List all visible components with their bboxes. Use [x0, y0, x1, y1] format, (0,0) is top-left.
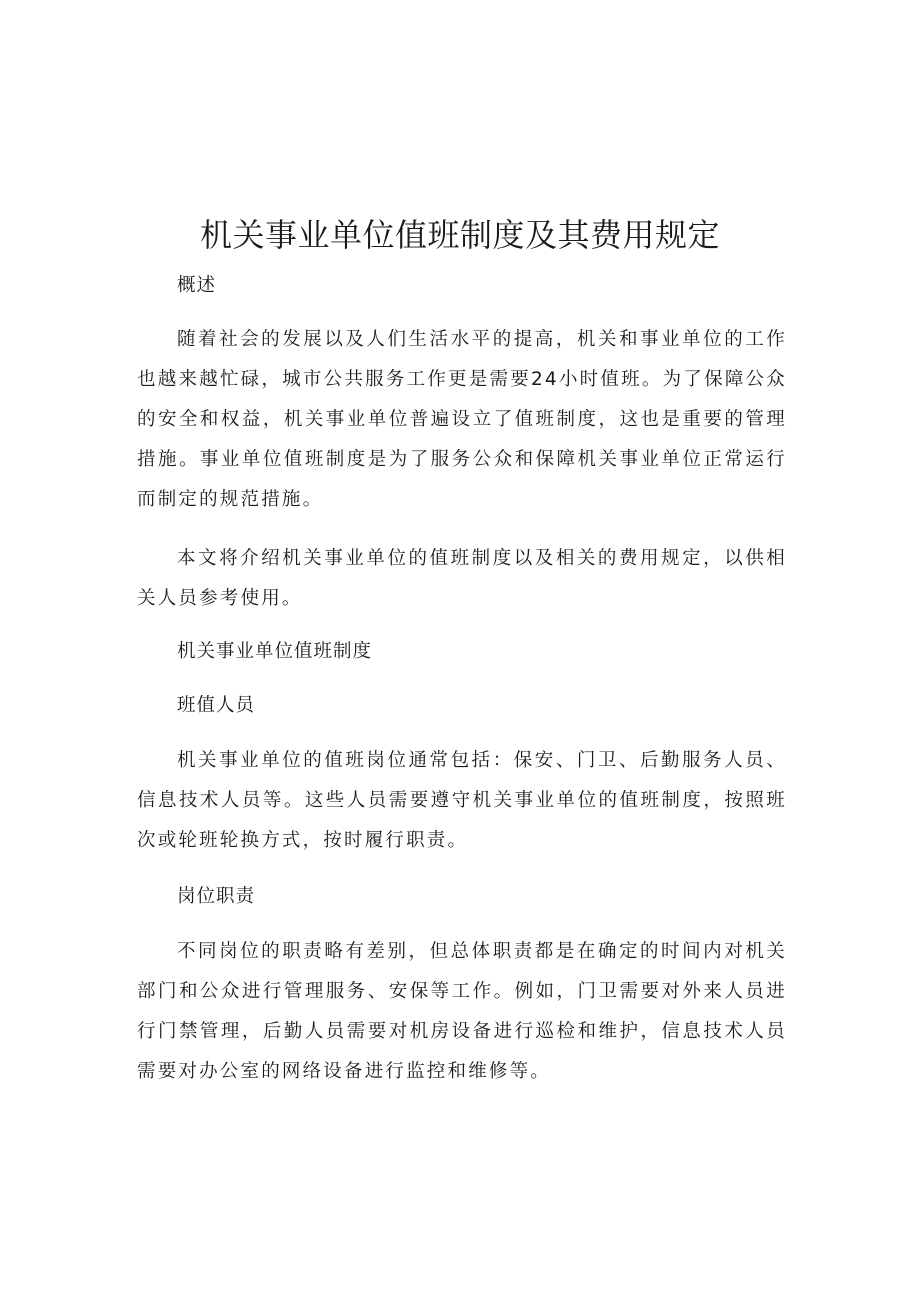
section-heading-overview: 概述: [177, 275, 217, 296]
section-heading-duty-system: 机关事业单位值班制度: [177, 641, 373, 662]
document-title: 机关事业单位值班制度及其费用规定: [199, 216, 720, 254]
section-heading-responsibilities: 岗位职责: [177, 886, 256, 907]
paragraph-overview-2: 本文将介绍机关事业单位的值班制度以及相关的费用规定，以供相关人员参考使用。: [137, 548, 787, 609]
paragraph-responsibilities-1: 不同岗位的职责略有差别，但总体职责都是在确定的时间内对机关部门和公众进行管理服务、安保等工作。例如，门卫需要对外来人员进行门禁管理，后勤人员需要对机房设备进行巡检和维护，信息技术人员需要对办公室的网络设备进行监控和维修等。: [137, 941, 787, 1082]
section-heading-staff: 班值人员: [177, 695, 256, 716]
paragraph-staff-1: 机关事业单位的值班岗位通常包括：保安、门卫、后勤服务人员、信息技术人员等。这些人员需要遵守机关事业单位的值班制度，按照班次或轮班轮换方式，按时履行职责。: [137, 750, 787, 851]
paragraph-overview-1: 随着社会的发展以及人们生活水平的提高，机关和事业单位的工作也越来越忙碌，城市公共服务工作更是需要24小时值班。为了保障公众的安全和权益，机关事业单位普遍设立了值班制度，这也是重要的管理措施。事业单位值班制度是为了服务公众和保障机关事业单位正常运行而制定的规范措施。: [137, 329, 787, 510]
